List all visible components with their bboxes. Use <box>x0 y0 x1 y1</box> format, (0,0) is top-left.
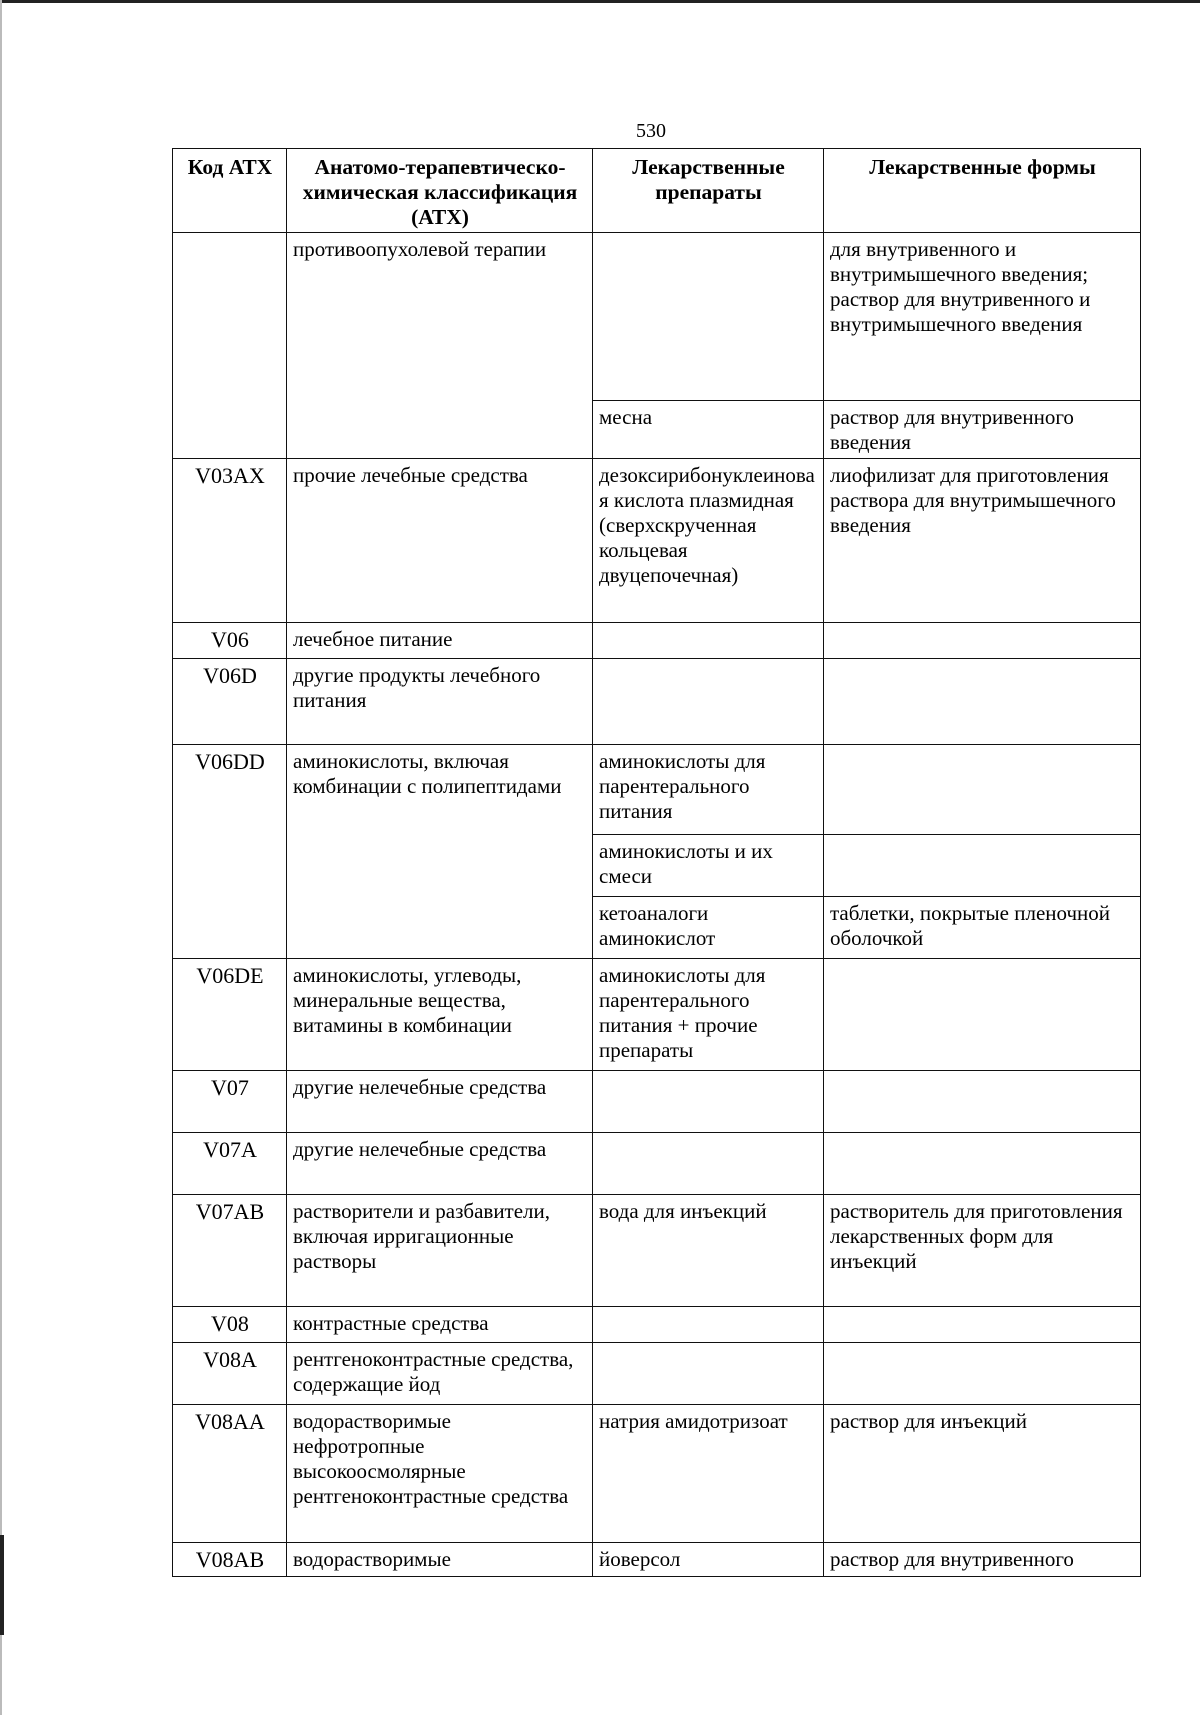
table-row <box>173 459 1141 623</box>
cell-classification: лечебное питание <box>287 623 593 659</box>
table-row <box>173 233 1141 401</box>
cell-drug: йоверсол <box>593 1543 824 1577</box>
header-classification: Анатомо-терапевтическо-химическая классификация (АТХ) <box>287 149 593 233</box>
table-row <box>173 1307 1141 1343</box>
cell-code: V08AA <box>173 1405 287 1543</box>
cell-drug <box>593 1133 824 1195</box>
cell-drug: кетоаналоги аминокислот <box>593 897 824 959</box>
cell-form: раствор для инъекций <box>824 1405 1141 1543</box>
cell-form <box>824 959 1141 1071</box>
cell-drug <box>593 1307 824 1343</box>
cell-drug <box>593 623 824 659</box>
table-row <box>173 1133 1141 1195</box>
cell-form: раствор для внутривенного введения <box>824 401 1141 459</box>
table-header-row <box>173 149 1141 233</box>
cell-classification: противоопухолевой терапии <box>287 233 593 459</box>
scan-mark <box>0 1535 4 1635</box>
header-drug: Лекарственные препараты <box>593 149 824 233</box>
cell-drug: аминокислоты для парентерального питания <box>593 745 824 835</box>
cell-classification: аминокислоты, углеводы, минеральные вещества, витамины в комбинации <box>287 959 593 1071</box>
cell-form <box>824 1133 1141 1195</box>
cell-classification: аминокислоты, включая комбинации с полипептидами <box>287 745 593 959</box>
cell-code: V06DD <box>173 745 287 959</box>
cell-code: V03AX <box>173 459 287 623</box>
cell-form <box>824 835 1141 897</box>
table-row <box>173 1543 1141 1577</box>
cell-drug: вода для инъекций <box>593 1195 824 1307</box>
cell-form: для внутривенного и внутримышечного введения; раствор для внутривенного и внутримышечного введения <box>824 233 1141 401</box>
cell-code: V06DE <box>173 959 287 1071</box>
cell-form <box>824 745 1141 835</box>
cell-drug: аминокислоты для парентерального питания + прочие препараты <box>593 959 824 1071</box>
cell-drug: натрия амидотризоат <box>593 1405 824 1543</box>
table-row <box>173 1343 1141 1405</box>
cell-form: лиофилизат для приготовления раствора для внутримышечного введения <box>824 459 1141 623</box>
cell-code: V07A <box>173 1133 287 1195</box>
cell-code: V08 <box>173 1307 287 1343</box>
cell-form: раствор для внутривенного <box>824 1543 1141 1577</box>
table-row <box>173 1071 1141 1133</box>
cell-classification: водорастворимые <box>287 1543 593 1577</box>
cell-classification: растворители и разбавители, включая ирригационные растворы <box>287 1195 593 1307</box>
table-row <box>173 745 1141 835</box>
table-row <box>173 623 1141 659</box>
table-row <box>173 959 1141 1071</box>
cell-form: таблетки, покрытые пленочной оболочкой <box>824 897 1141 959</box>
table-row <box>173 1195 1141 1307</box>
table-row <box>173 659 1141 745</box>
cell-classification: прочие лечебные средства <box>287 459 593 623</box>
cell-code: V08AB <box>173 1543 287 1577</box>
cell-drug <box>593 1071 824 1133</box>
cell-code: V08A <box>173 1343 287 1405</box>
cell-classification: контрастные средства <box>287 1307 593 1343</box>
cell-form: растворитель для приготовления лекарственных форм для инъекций <box>824 1195 1141 1307</box>
cell-form <box>824 1343 1141 1405</box>
cell-classification: другие нелечебные средства <box>287 1071 593 1133</box>
header-form: Лекарственные формы <box>824 149 1141 233</box>
cell-classification: другие нелечебные средства <box>287 1133 593 1195</box>
cell-form <box>824 1071 1141 1133</box>
cell-drug <box>593 1343 824 1405</box>
cell-form <box>824 1307 1141 1343</box>
atx-table <box>172 148 1141 1577</box>
cell-code: V07 <box>173 1071 287 1133</box>
cell-drug: дезоксирибонуклеиновая кислота плазмидная (сверхскрученная кольцевая двуцепочечная) <box>593 459 824 623</box>
table-row <box>173 1405 1141 1543</box>
cell-classification: рентгеноконтрастные средства, содержащие йод <box>287 1343 593 1405</box>
cell-form <box>824 659 1141 745</box>
cell-form <box>824 623 1141 659</box>
cell-drug <box>593 659 824 745</box>
cell-code: V07AB <box>173 1195 287 1307</box>
cell-classification: другие продукты лечебного питания <box>287 659 593 745</box>
cell-drug: месна <box>593 401 824 459</box>
header-code: Код АТХ <box>173 149 287 233</box>
cell-code: V06D <box>173 659 287 745</box>
cell-code: V06 <box>173 623 287 659</box>
cell-classification: водорастворимые нефротропные высокоосмолярные рентгеноконтрастные средства <box>287 1405 593 1543</box>
scan-edge-left <box>0 0 2 1715</box>
page-number: 530 <box>636 120 666 142</box>
cell-drug: аминокислоты и их смеси <box>593 835 824 897</box>
cell-code <box>173 233 287 459</box>
scan-edge-top <box>0 0 1200 3</box>
cell-drug <box>593 233 824 401</box>
